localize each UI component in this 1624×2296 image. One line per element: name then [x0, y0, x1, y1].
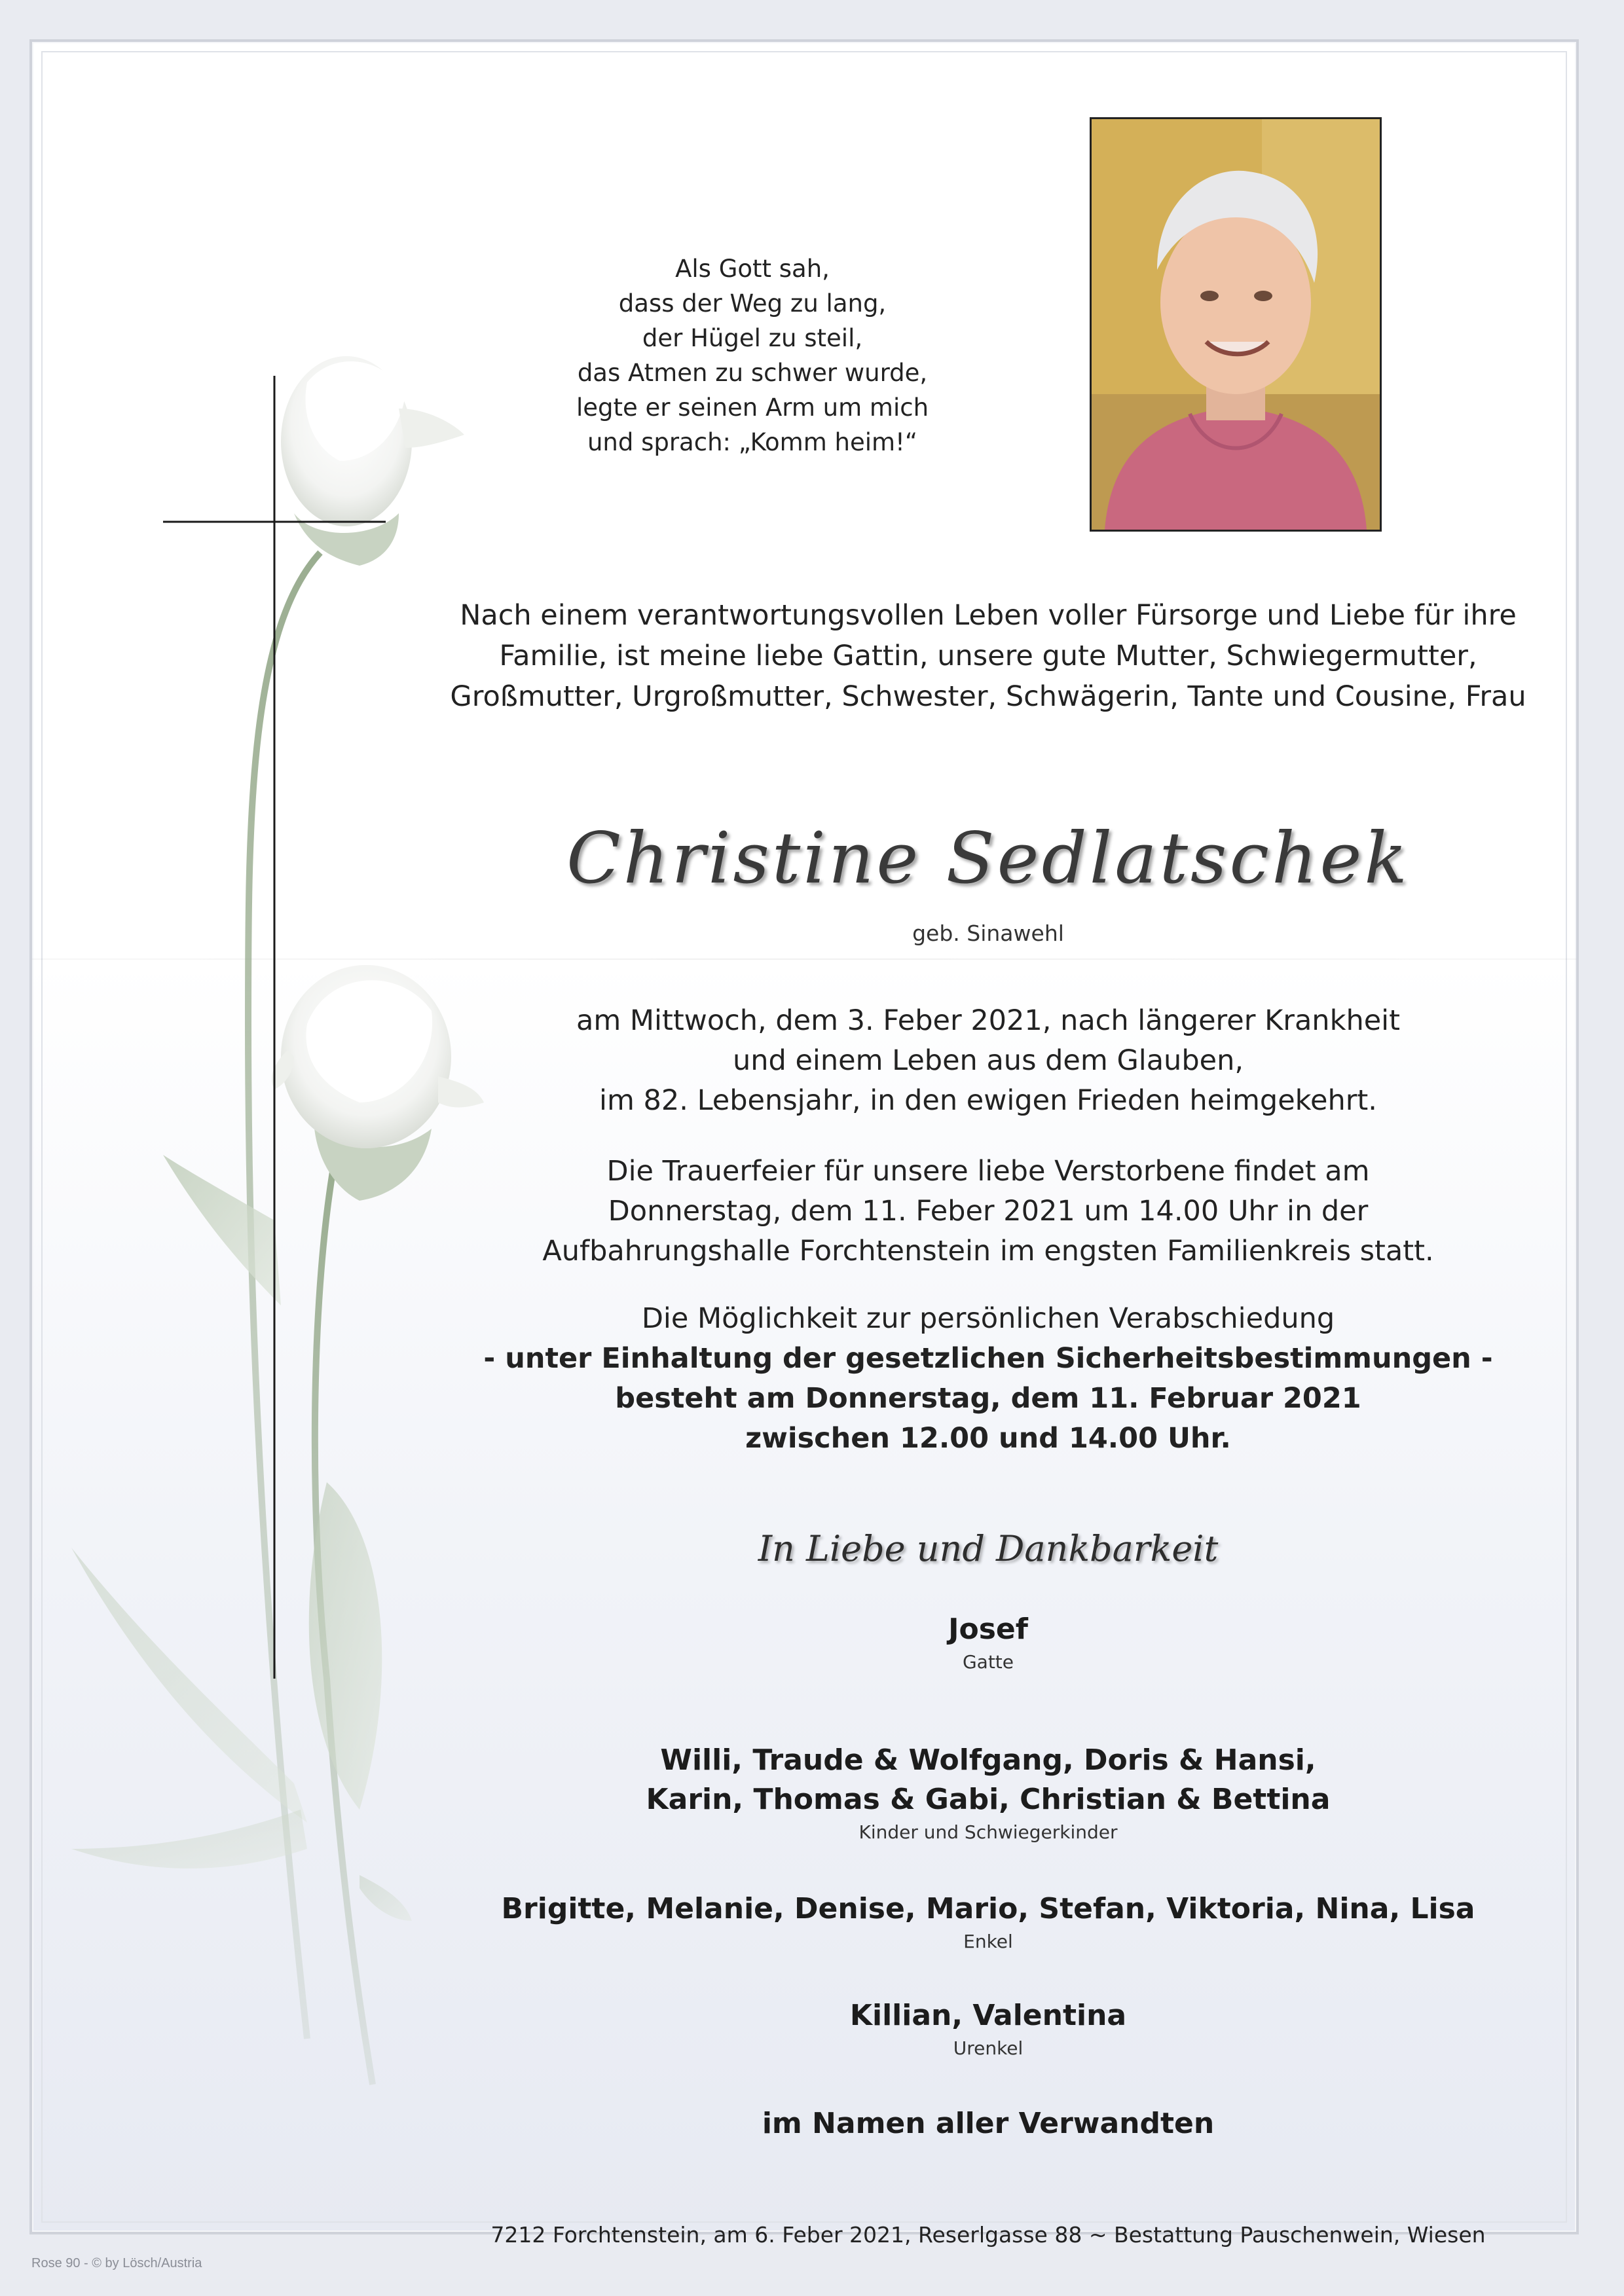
mourner-role: Kinder und Schwiegerkinder — [858, 1821, 1118, 1843]
portrait-image — [1092, 119, 1380, 530]
poem-line: und sprach: „Komm heim!“ — [587, 428, 918, 456]
leaf-2 — [309, 1482, 382, 1810]
mourner-group-spouse — [412, 1610, 1564, 1675]
mourner-group-children — [412, 1741, 1564, 1846]
footer-address: 7212 Forchtenstein, am 6. Feber 2021, Reserlgasse 88 ~ Bestattung Pauschenwein, Wiesen — [490, 2222, 1486, 2248]
leaf-1 — [163, 1155, 281, 1305]
mourner-role: Urenkel — [953, 2037, 1024, 2059]
death-line: im 82. Lebensjahr, in den ewigen Frieden heimgekehrt. — [599, 1084, 1377, 1117]
leaf-5 — [360, 1875, 412, 1921]
intro-line: Familie, ist meine liebe Gattin, unsere gute Mutter, Schwiegermutter, — [499, 640, 1477, 672]
closing-phrase: In Liebe und Dankbarkeit — [758, 1528, 1219, 1569]
farewell-bold-line: - unter Einhaltung der gesetzlichen Sicherheitsbestimmungen - — [483, 1342, 1493, 1375]
mourner-names: Willi, Traude & Wolfgang, Doris & Hansi, — [660, 1743, 1316, 1777]
mourner-names: Josef — [948, 1613, 1028, 1646]
intro-line: Großmutter, Urgroßmutter, Schwester, Schwägerin, Tante und Cousine, Frau — [450, 680, 1526, 713]
farewell-paragraph — [412, 1299, 1564, 1459]
poem-line: das Atmen zu schwer wurde, — [577, 359, 928, 387]
poem-line: der Hügel zu steil, — [642, 324, 863, 352]
signoff-text: im Namen aller Verwandten — [762, 2107, 1215, 2140]
intro-text — [412, 595, 1564, 717]
poem-line: legte er seinen Arm um mich — [576, 393, 929, 422]
maiden-name: geb. Sinawehl — [912, 920, 1064, 946]
rose-top — [281, 356, 464, 566]
ceremony-line: Donnerstag, dem 11. Feber 2021 um 14.00 Uhr in der — [608, 1195, 1369, 1228]
leaf-4 — [71, 1810, 307, 1868]
farewell-bold-line: besteht am Donnerstag, dem 11. Februar 2021 — [615, 1382, 1361, 1415]
death-line: am Mittwoch, dem 3. Feber 2021, nach längerer Krankheit — [576, 1004, 1400, 1037]
mourner-group-great-grandchildren — [412, 1996, 1564, 2062]
mourner-role: Enkel — [963, 1931, 1013, 1952]
mourner-group-grandchildren — [412, 1889, 1564, 1955]
obituary-card — [29, 39, 1579, 2248]
mourner-names: Karin, Thomas & Gabi, Christian & Bettina — [646, 1783, 1331, 1816]
poem — [556, 251, 949, 460]
ceremony-paragraph — [412, 1152, 1564, 1271]
portrait-photo — [1090, 117, 1382, 532]
mourner-names: Killian, Valentina — [849, 1999, 1127, 2032]
design-credit: Rose 90 - © by Lösch/Austria — [31, 2256, 202, 2270]
intro-line: Nach einem verantwortungsvollen Leben voller Fürsorge und Liebe für ihre — [460, 599, 1517, 632]
death-line: und einem Leben aus dem Glauben, — [733, 1044, 1244, 1077]
ceremony-line: Aufbahrungshalle Forchtenstein im engsten Familienkreis statt. — [542, 1235, 1434, 1267]
poem-line: Als Gott sah, — [675, 255, 830, 283]
mourner-names: Brigitte, Melanie, Denise, Mario, Stefan, Viktoria, Nina, Lisa — [501, 1892, 1475, 1925]
poem-line: dass der Weg zu lang, — [618, 289, 887, 318]
signoff — [412, 2104, 1564, 2143]
death-paragraph — [412, 1001, 1564, 1121]
farewell-bold-line: zwischen 12.00 und 14.00 Uhr. — [745, 1422, 1231, 1455]
mourner-role: Gatte — [962, 1651, 1014, 1673]
ceremony-line: Die Trauerfeier für unsere liebe Verstorbene findet am — [606, 1155, 1370, 1188]
farewell-line: Die Möglichkeit zur persönlichen Verabschiedung — [641, 1302, 1335, 1335]
deceased-name: Christine Sedlatschek — [566, 818, 1410, 900]
